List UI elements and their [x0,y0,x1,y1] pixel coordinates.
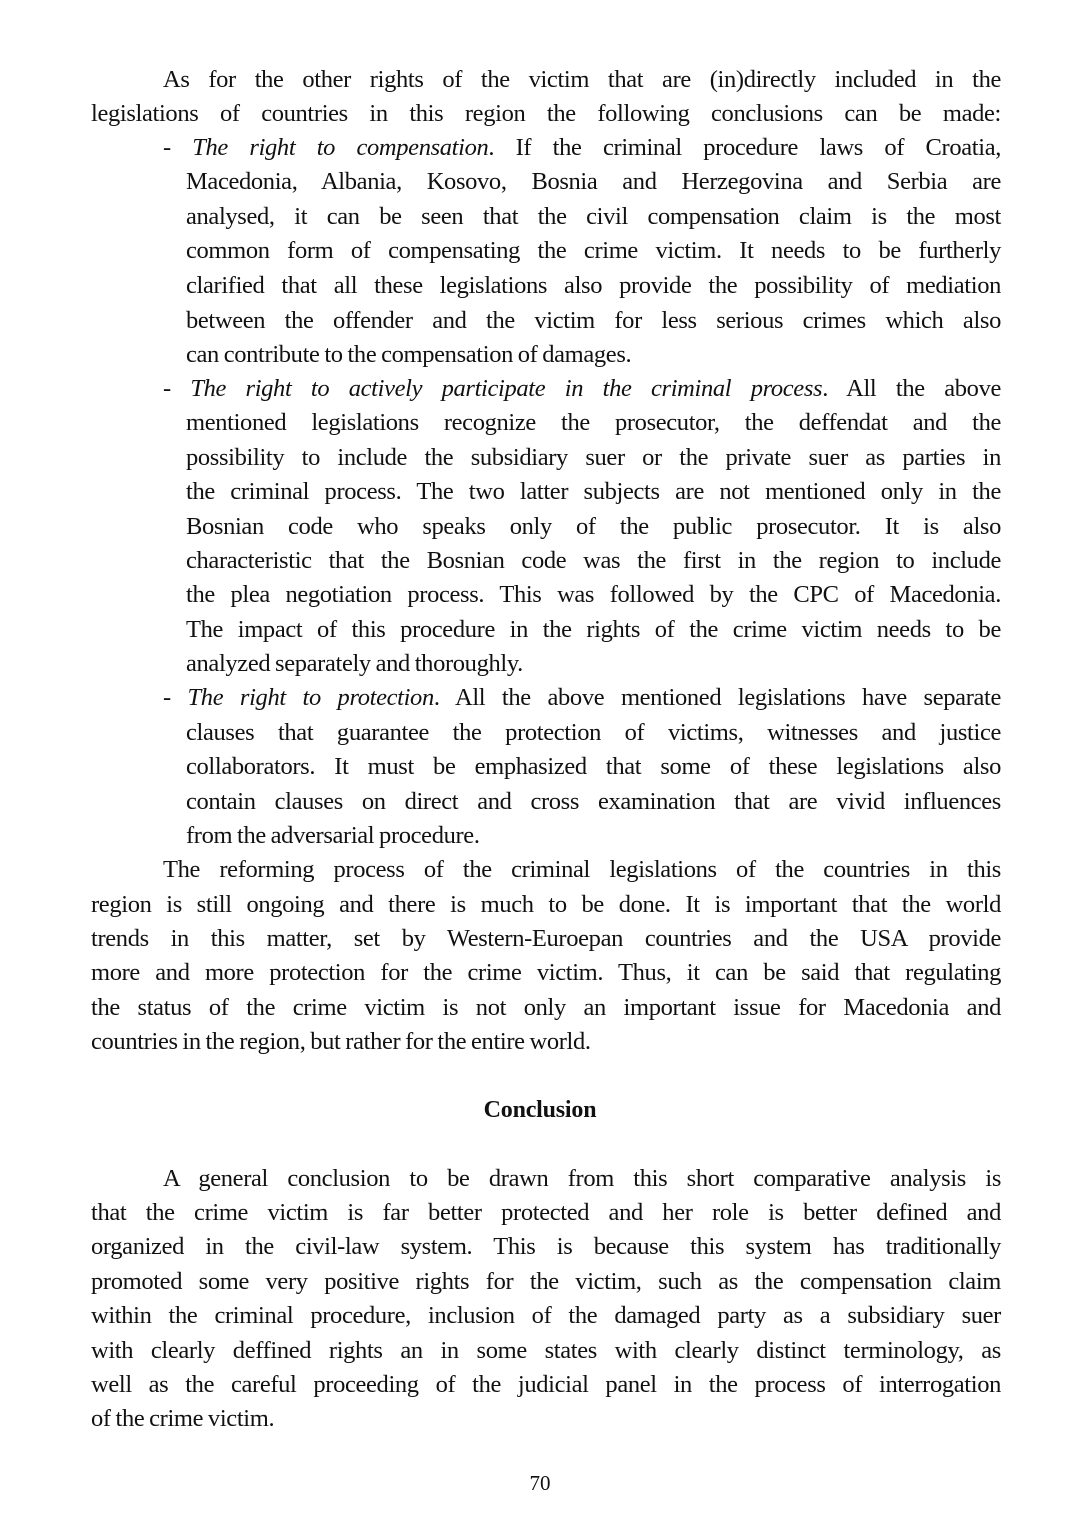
text-line: organized in the civil-law system. This is because this system has traditionally [91,1233,1001,1260]
text-line: mentioned legislations recognize the prosecutor, the deffendat and the [186,409,1001,436]
bullet-lead-line [163,681,1001,715]
text-line: Macedonia, Albania, Kosovo, Bosnia and Herzegovina and Serbia are [186,168,1001,195]
text-line: the criminal process. The two latter subjects are not mentioned only in the [186,478,1001,505]
bullet-lead-line [163,131,1001,165]
bullet-lead-text: . If the criminal procedure laws of Croatia, [488,134,1001,161]
text-line: can contribute to the compensation of damages. [186,341,632,368]
bullet-title: The right to protection [187,684,434,711]
bullet-lead-text: . All the above mentioned legislations have separate [433,684,1002,711]
text-line: collaborators. It must be emphasized that some of these legislations also [186,753,1001,780]
text-line: The impact of this procedure in the rights of the crime victim needs to be [186,616,1001,643]
text-line: legislations of countries in this region the following conclusions can be made: [91,100,1001,127]
text-line: common form of compensating the crime victim. It needs to be furtherly [186,237,1001,264]
page-number: 70 [529,1471,551,1495]
text-line: clarified that all these legislations also provide the possibility of mediation [186,272,1001,299]
text-line: trends in this matter, set by Western-Euroepan countries and the USA provide [91,925,1001,952]
text-line: A general conclusion to be drawn from this short comparative analysis is [163,1165,1001,1192]
text-line: from the adversarial procedure. [186,822,480,849]
text-line: the plea negotiation process. This was followed by the CPC of Macedonia. [186,581,1001,608]
text-line: analysed, it can be seen that the civil compensation claim is the most [186,203,1001,230]
bullet-title: The right to actively participate in the criminal process [190,375,823,402]
text-line: The reforming process of the criminal legislations of the countries in this [163,856,1001,883]
text-line: analyzed separately and thoroughly. [186,650,523,677]
text-line: As for the other rights of the victim that are (in)directly included in the [163,66,1001,93]
text-line: clauses that guarantee the protection of victims, witnesses and justice [186,719,1001,746]
text-line: that the crime victim is far better protected and her role is better defined and [91,1199,1001,1226]
text-line: contain clauses on direct and cross examination that are vivid influences [186,788,1001,815]
text-line: well as the careful proceeding of the judicial panel in the process of interrogation [91,1371,1001,1398]
text-line: characteristic that the Bosnian code was the first in the region to include [186,547,1001,574]
section-heading-conclusion: Conclusion [483,1097,597,1123]
text-line: within the criminal procedure, inclusion of the damaged party as a subsidiary suer [91,1302,1001,1329]
bullet-lead-text: . All the above [822,375,1001,402]
text-line: region is still ongoing and there is much to be done. It is important that the world [91,891,1001,918]
text-line: possibility to include the subsidiary suer or the private suer as parties in [186,444,1001,471]
bullet-title: The right to compensation [192,134,489,161]
text-line: Bosnian code who speaks only of the public prosecutor. It is also [186,513,1001,540]
bullet-marker: - [163,684,188,711]
text-line: countries in the region, but rather for the entire world. [91,1028,591,1055]
text-line: promoted some very positive rights for the victim, such as the compensation claim [91,1268,1001,1295]
text-line: between the offender and the victim for less serious crimes which also [186,307,1001,334]
text-line: of the crime victim. [91,1405,275,1432]
bullet-marker: - [163,134,193,161]
bullet-lead-line [163,372,1001,406]
text-line: more and more protection for the crime victim. Thus, it can be said that regulating [91,959,1001,986]
text-line: with clearly deffined rights an in some states with clearly distinct terminology, as [91,1337,1001,1364]
text-line: the status of the crime victim is not only an important issue for Macedonia and [91,994,1001,1021]
bullet-marker: - [163,375,191,402]
